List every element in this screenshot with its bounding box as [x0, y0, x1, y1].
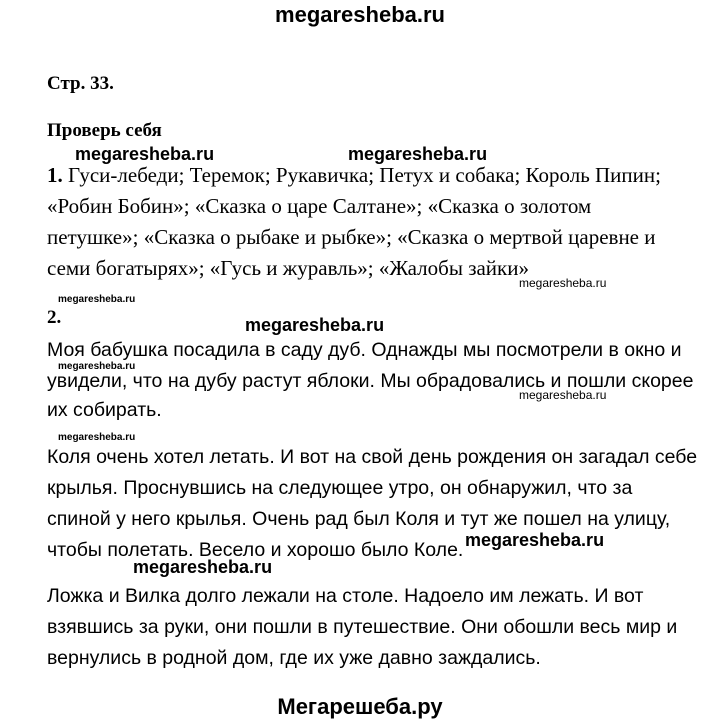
- story1-line-3: их собирать.: [47, 399, 162, 421]
- task1-line-2: «Робин Бобин»; «Сказка о царе Салтане»; «Сказка о золотом: [47, 194, 592, 218]
- story3-line-2: взявшись за руки, они пошли в путешествие. Они обошли весь мир и: [47, 616, 678, 638]
- watermark: megaresheba.ru: [519, 276, 607, 290]
- section-title: Проверь себя: [47, 120, 162, 141]
- story3-line-1: Ложка и Вилка долго лежали на столе. Надоело им лежать. И вот: [47, 585, 644, 607]
- watermark: megaresheba.ru: [58, 432, 136, 443]
- story2-line-4: чтобы полетать. Весело и хорошо было Коле.: [47, 539, 464, 561]
- story2-line-1: Коля очень хотел летать. И вот на свой день рождения он загадал себе: [47, 446, 698, 468]
- watermark: megaresheba.ru: [75, 144, 215, 164]
- watermark: megaresheba.ru: [133, 557, 273, 577]
- watermark: megaresheba.ru: [58, 361, 136, 372]
- task2-number: 2.: [47, 307, 62, 328]
- story2-line-3: спиной у него крылья. Очень рад был Коля и тут же пошел на улицу,: [47, 508, 671, 530]
- watermark: megaresheba.ru: [348, 144, 488, 164]
- story1-line-2: увидели, что на дубу растут яблоки. Мы обрадовались и пошли скорее: [47, 370, 694, 392]
- story2-line-2: крылья. Проснувшись на следующее утро, он обнаружил, что за: [47, 477, 633, 499]
- task1-line-4: семи богатырях»; «Гусь и журавль»; «Жалобы зайки»: [47, 256, 529, 280]
- story1-line-1: Моя бабушка посадила в саду дуб. Однажды мы посмотрели в окно и: [47, 339, 682, 361]
- watermark-top: megaresheba.ru: [275, 2, 445, 27]
- watermark-bottom: Мегарешеба.ру: [277, 694, 443, 719]
- task1-number: 1.: [47, 163, 63, 187]
- watermark: megaresheba.ru: [465, 530, 605, 550]
- watermark: megaresheba.ru: [519, 388, 607, 402]
- watermark: megaresheba.ru: [245, 315, 385, 335]
- task1-line-3: петушке»; «Сказка о рыбаке и рыбке»; «Сказка о мертвой царевне и: [47, 225, 656, 249]
- story3-line-3: вернулись в родной дом, где их уже давно заждались.: [47, 647, 541, 669]
- watermark: megaresheba.ru: [58, 294, 136, 305]
- page-label: Стр. 33.: [47, 73, 114, 94]
- task1-line-1: 1. Гуси-лебеди; Теремок; Рукавичка; Петух и собака; Король Пипин;: [47, 163, 661, 187]
